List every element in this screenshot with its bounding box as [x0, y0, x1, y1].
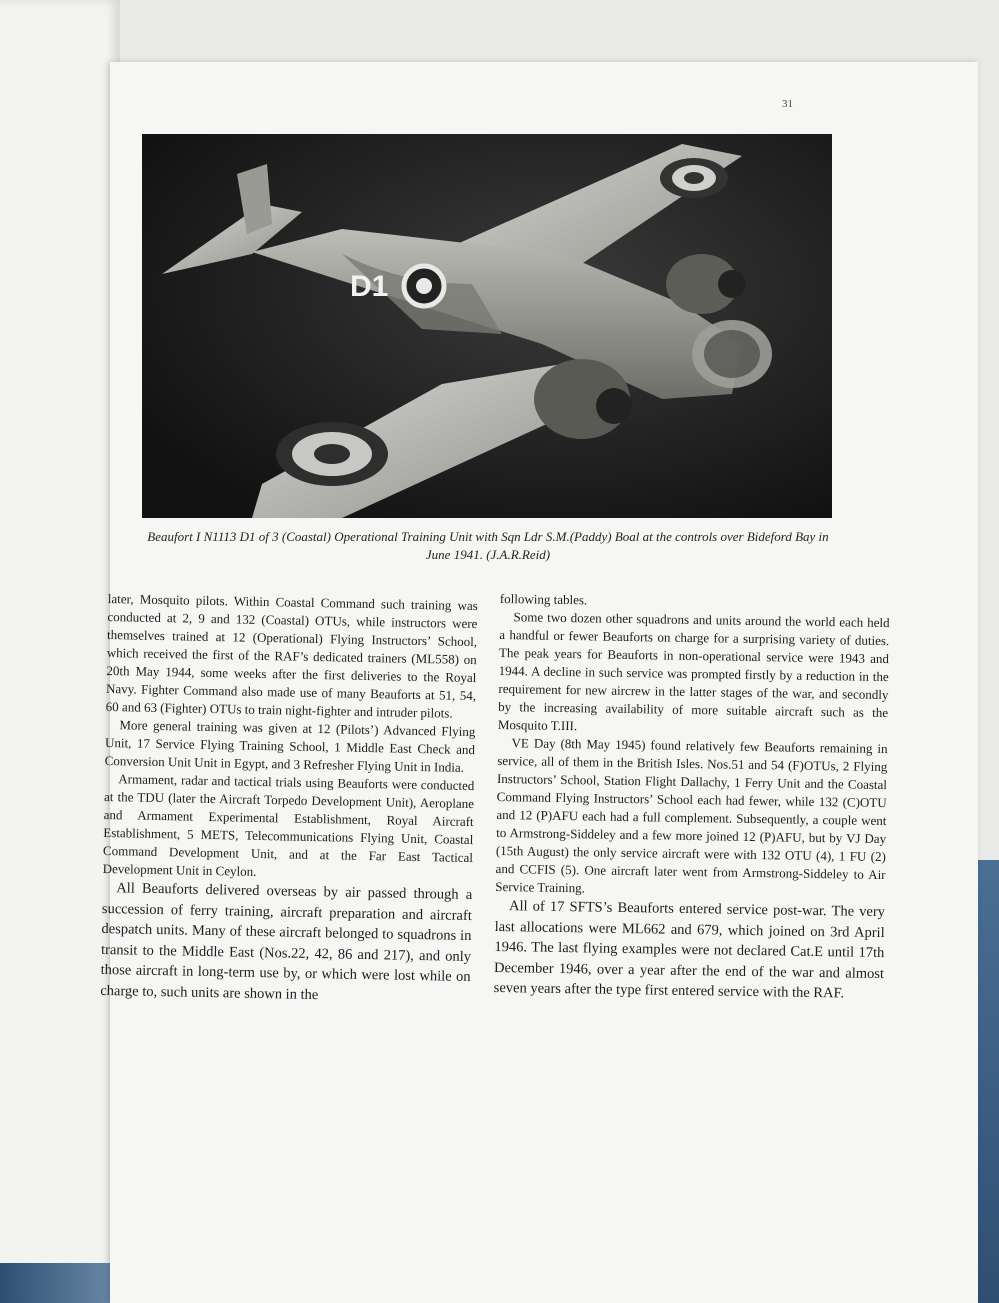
facing-caption-line	[0, 290, 13, 304]
book-cover-edge	[977, 860, 999, 1303]
text-column-left	[100, 590, 478, 1008]
book-cover-corner	[0, 1263, 120, 1303]
photo-caption: Beaufort I N1113 D1 of 3 (Coastal) Operational Training Unit with Sqn Ldr S.M.(Paddy) Boal at the controls over Bideford Bay in June 1941. (J.A.R.Reid)	[147, 529, 829, 562]
paragraph: Armament, radar and tactical trials using Beauforts were conducted at the TDU (later the Aircraft Torpedo Development Unit), Aeroplane and Armament Experimental Establishment, Royal Aircraft Establishment, 5 METS, Telecommunications Flying Unit, Coastal Command Development Unit, and at the Far East Tactical Development Unit in Ceylon.	[102, 771, 475, 879]
aircraft-photo	[142, 134, 832, 518]
paragraph: Some two dozen other squadrons and units around the world each held a handful or fewer Beauforts on charge for a surprising variety of duties. The peak years for Beauforts in non-operational service were 1943 and 1944. A decline in such service was prompted firstly by a reduction in the requirement for new aircrew in the latter stages of the war, and secondly by the increasing availability of more suitable aircraft such as the Mosquito T.III.	[497, 609, 890, 734]
paragraph: later, Mosquito pilots. Within Coastal Command such training was conducted at 2, 9 and 132 (Coastal) OTUs, while instructors were themselves trained at 12 (Operational) Flying Instructors’ School, which received the first of the RAF’s dedicated trainers (ML558) on 20th May 1944, some weeks after the first deliveries to the Royal Navy. Fighter Command also made use of many Beauforts at 51, 54, 60 and 63 (Fighter) OTUs to train night-fighter and intruder pilots.	[105, 590, 478, 721]
paragraph: All of 17 SFTS’s Beauforts entered service post-war. The very last allocations were ML662 and 679, which joined on 3rd April 1946. The last flying examples were not declared Cat.E until 17th December 1946, over a year after the end of the war and almost seven years after the type first entered service with the RAF.	[493, 898, 886, 1002]
paragraph: More general training was given at 12 (Pilots’) Advanced Flying Unit, 17 Service Flying Training School, 1 Middle East Check and Conversion Unit Unit in Egypt, and 3 Refresher Flying Unit in India.	[104, 717, 476, 775]
paragraph: following tables.	[499, 590, 588, 608]
page-number: 31	[782, 98, 793, 110]
paragraph: All Beauforts delivered overseas by air passed through a succession of ferry training, aircraft preparation and aircraft despatch units. Many of these aircraft belonged to squadrons in transit to the Middle East (Nos.22, 42, 86 and 217), and only those aircraft in long-term use by, or which were lost while on charge to, such units are shown in the	[100, 880, 473, 1003]
facing-caption-line	[0, 304, 13, 318]
beaufort-aircraft-image	[142, 134, 832, 518]
paragraph: VE Day (8th May 1945) found relatively few Beauforts remaining in service, all of them in the British Isles. Nos.51 and 54 (F)OTUs, 2 Flying Instructors’ School, Station Flight Dallachy, 1 Ferry Unit and the Coastal Command Flying Instructors’ School each had fewer, while 132 (C)OTU and 12 (P)AFU each had a full complement. Subsequently, a couple went to Armstrong-Siddeley and a few more joined 12 (P)AFU, but by VJ Day (15th August) the only service aircraft were with 132 OTU (4), 1 FU (2) and CCFIS (5). One aircraft later went from Armstrong-Siddeley to Air Service Training.	[495, 735, 888, 896]
fuselage-code-text: D1	[350, 270, 389, 303]
text-column-right	[494, 590, 890, 1005]
facing-page	[0, 0, 120, 1303]
facing-page-caption	[0, 290, 13, 318]
